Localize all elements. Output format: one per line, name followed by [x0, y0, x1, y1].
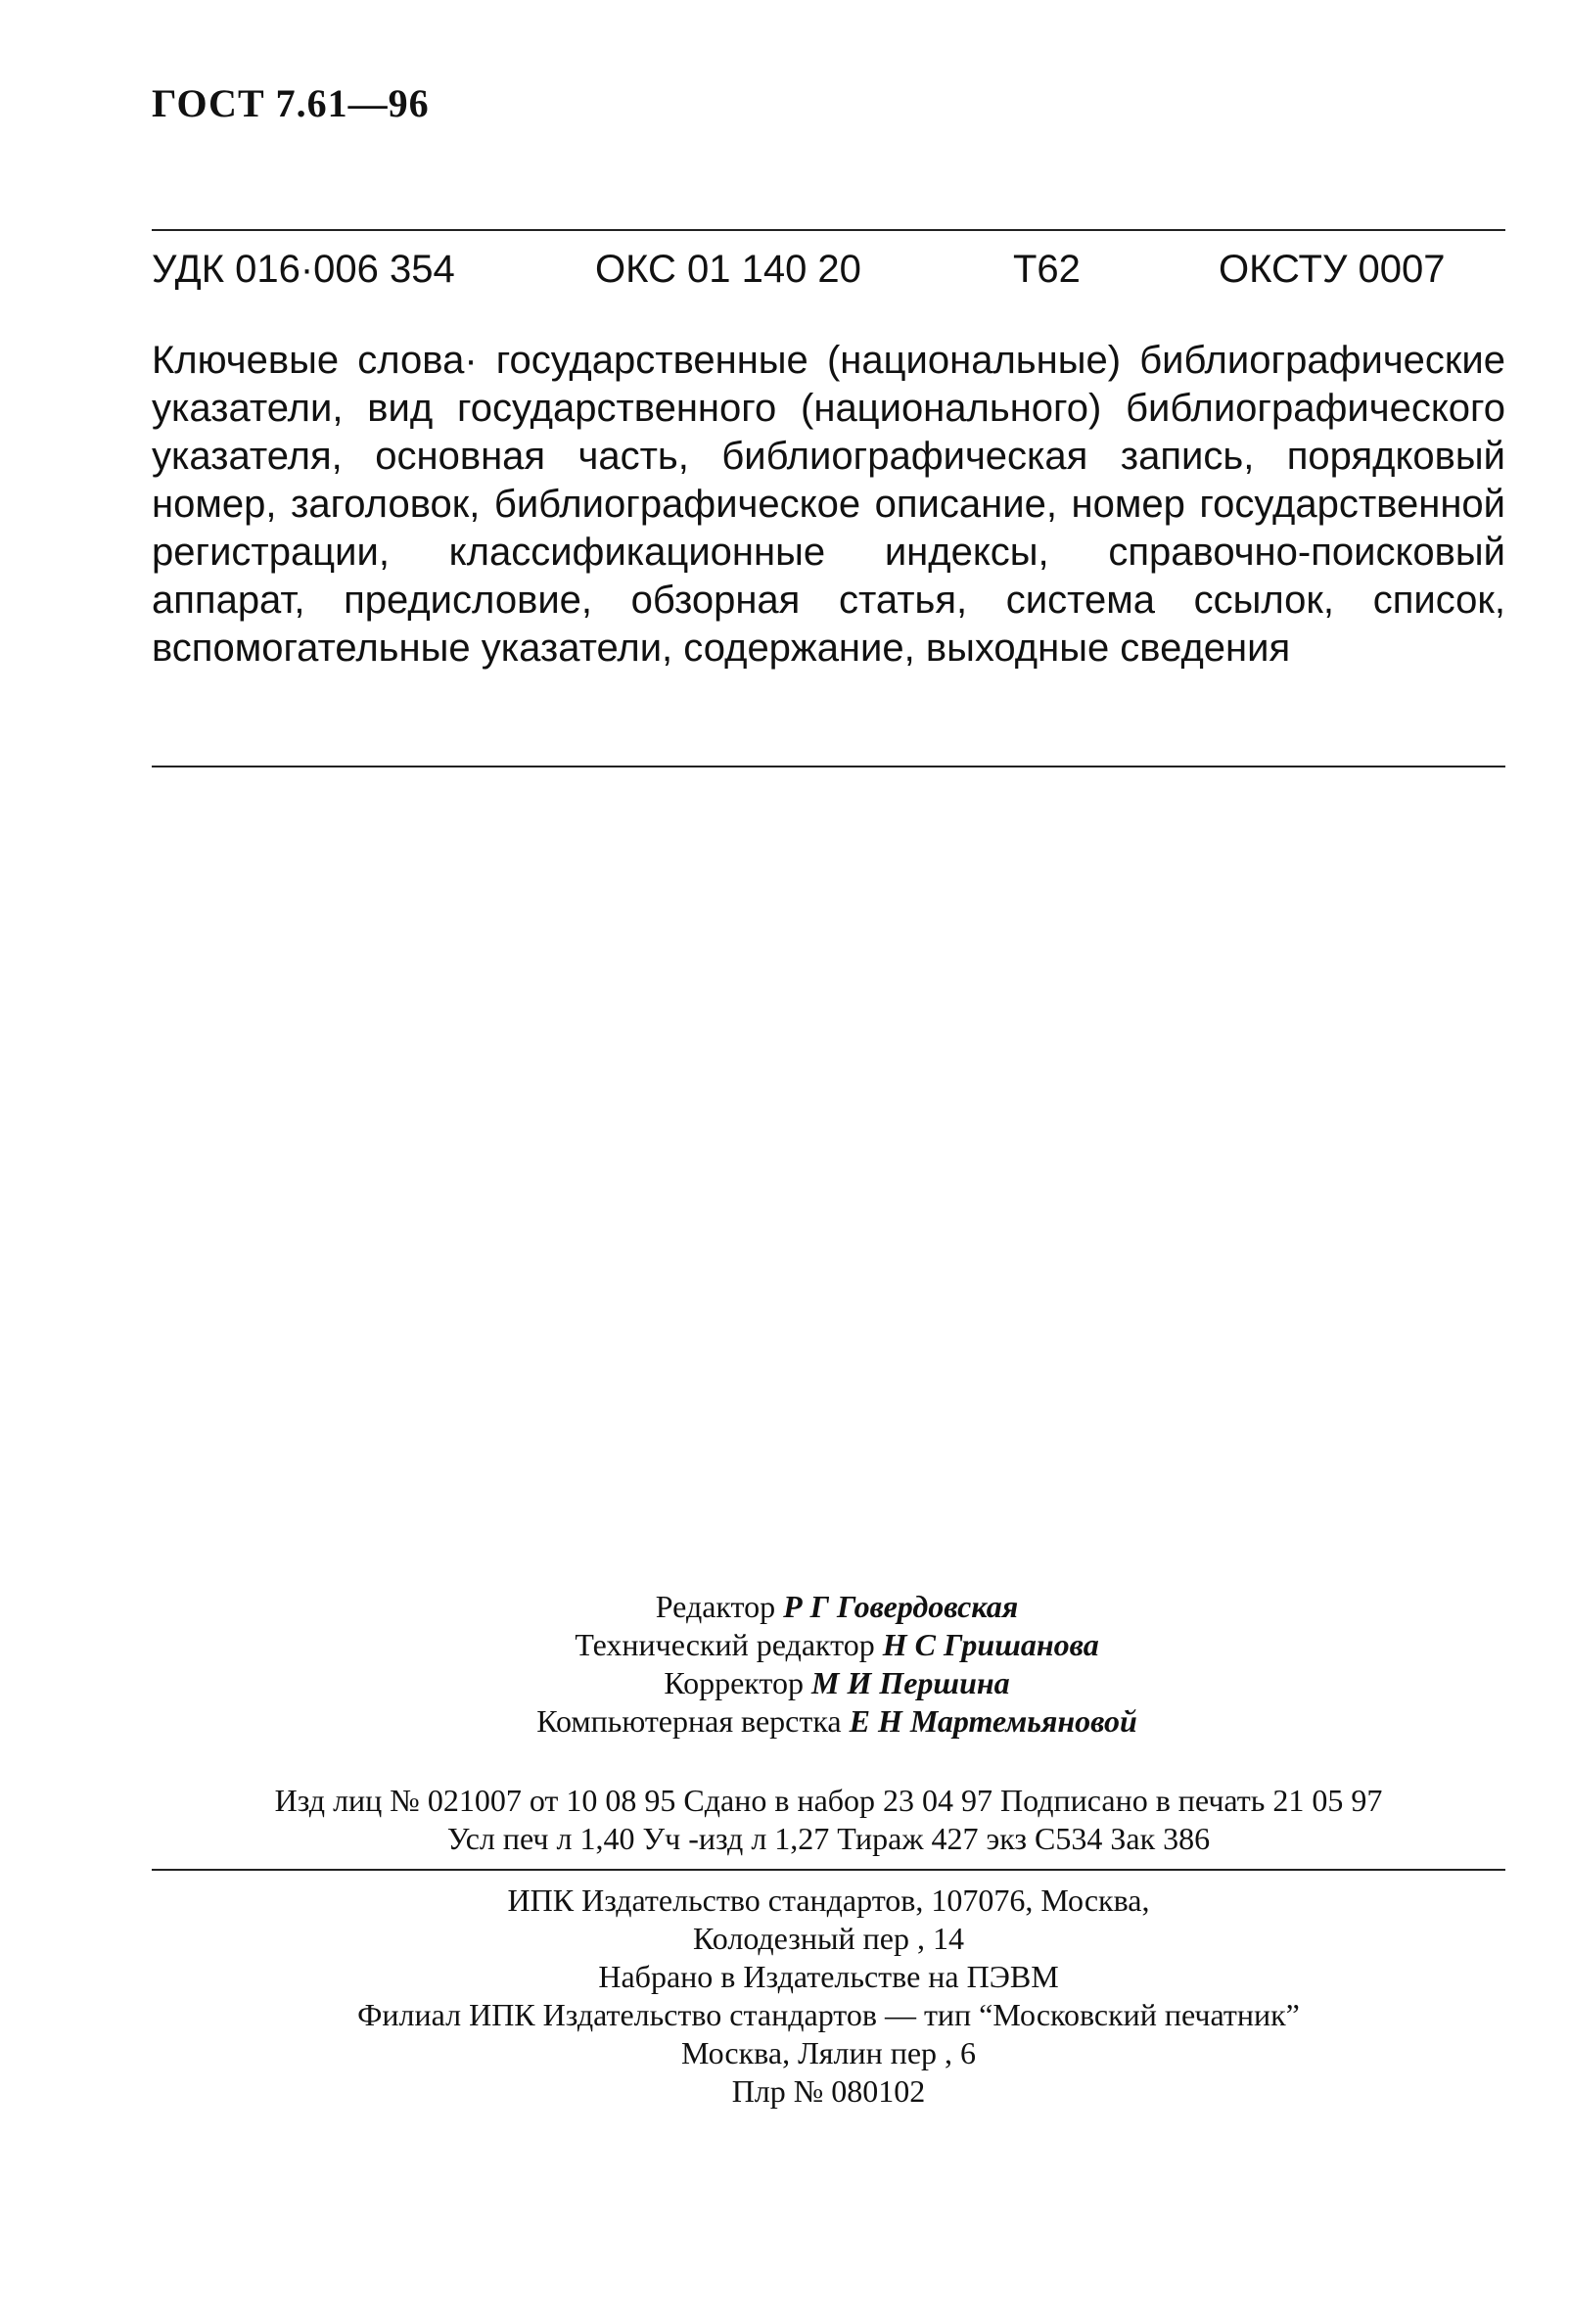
standard-title: ГОСТ 7.61—96	[152, 81, 430, 125]
publisher-line: ИПК Издательство стандартов, 107076, Москва,	[507, 1882, 1150, 1918]
oks-code: ОКС 01 140 20	[595, 248, 861, 291]
credit-role: Редактор	[655, 1589, 776, 1624]
publisher-line: Набрано в Издательстве на ПЭВМ	[598, 1959, 1059, 1994]
classification-codes	[152, 248, 1505, 306]
credit-proofreader	[445, 1664, 1228, 1702]
keywords-divider	[152, 766, 1505, 767]
udk-code: УДК 016·006 354	[152, 248, 455, 291]
publisher-line: Москва, Лялин пер , 6	[680, 2035, 977, 2070]
credit-name: Е Н Мартемьяновой	[849, 1703, 1137, 1739]
publisher-line: Плр № 080102	[731, 2073, 926, 2109]
okstu-code: ОКСТУ 0007	[1219, 248, 1446, 291]
credit-name: М И Першина	[810, 1665, 1010, 1700]
credit-role: Компьютерная верстка	[536, 1703, 842, 1739]
print-imprint	[152, 1782, 1505, 1858]
top-divider	[152, 229, 1505, 231]
credit-role: Технический редактор	[575, 1627, 875, 1662]
credit-name: Р Г Говердовская	[783, 1589, 1019, 1624]
credit-name: Н С Гришанова	[882, 1627, 1099, 1662]
imprint-line: Усл печ л 1,40 Уч -изд л 1,27 Тираж 427 экз С534 Зак 386	[446, 1821, 1211, 1856]
t-code: Т62	[1013, 248, 1081, 291]
publisher-info	[152, 1882, 1505, 2111]
editorial-credits	[445, 1588, 1228, 1741]
imprint-line: Изд лиц № 021007 от 10 08 95 Сдано в набор 23 04 97 Подписано в печать 21 05 97	[274, 1783, 1383, 1818]
credit-technical-editor	[445, 1626, 1228, 1664]
credit-layout	[445, 1702, 1228, 1741]
publisher-line: Филиал ИПК Издательство стандартов — тип “Московский печатник”	[357, 1997, 1300, 2032]
imprint-divider	[152, 1869, 1505, 1871]
publisher-line: Колодезный пер , 14	[693, 1921, 964, 1956]
credit-editor	[445, 1588, 1228, 1626]
credit-role: Корректор	[664, 1665, 804, 1700]
keywords-paragraph: Ключевые слова· государственные (национальные) библиографические указатели, вид государственного (национального) библиографического указателя, основная часть, библиографическая запись, порядковый номер, заголовок, библиографическое описание, номер государственной регистрации, классификационные индексы, справочно-поисковый аппарат, предисловие, обзорная статья, система ссылок, список, вспомогательные указатели, содержание, выходные сведения	[152, 339, 1505, 670]
